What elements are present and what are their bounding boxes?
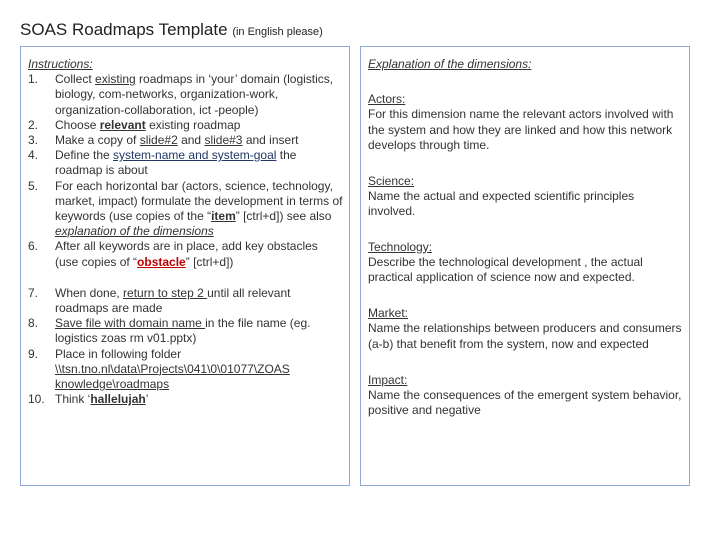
folder-path-link[interactable]: \\tsn.tno.nl\data\Projects\041\0\01077\ZOAS knowledge\roadmaps <box>55 361 290 392</box>
dimension-actors <box>368 92 683 153</box>
title-subtitle: (in English please) <box>232 26 323 38</box>
existing-text: existing <box>95 72 136 87</box>
explanation-link[interactable]: explanation of the dimensions <box>55 224 214 239</box>
instruction-item: 3. Make a copy of slide#2 and slide#3 and insert <box>28 133 299 148</box>
return-step2-link[interactable]: return to step 2 <box>123 285 208 300</box>
obstacle-text: obstacle <box>137 254 186 269</box>
instruction-item: 1. Collect existing roadmaps in ‘your’ domain (logistics, biology, com-networks, organization-work, organization-collaboration, ict -people) <box>28 72 334 117</box>
dimension-heading: Market: <box>368 306 409 321</box>
hallelujah-text: hallelujah <box>90 392 146 407</box>
slide3-link[interactable]: slide#3 <box>204 133 243 148</box>
dimension-science <box>368 174 683 220</box>
dimension-description: For this dimension name the relevant actors involved with the system and how they are linked and how this network develops through time. <box>368 107 674 152</box>
item-text: item <box>211 209 236 224</box>
dimension-heading: Technology: <box>368 239 433 254</box>
save-file-link[interactable]: Save file with domain name <box>55 316 206 331</box>
explanation-heading: Explanation of the dimensions: <box>368 57 532 71</box>
slide-title <box>20 20 323 40</box>
dimension-technology <box>368 240 683 286</box>
explanation-box <box>360 46 690 486</box>
instruction-item: 4. Define the system-name and system-goal the roadmap is about <box>28 148 297 178</box>
instruction-item: 5. For each horizontal bar (actors, science, technology, market, impact) formulate the development in terms of keywords (use copies of the “item” [ctrl+d]) see also explanation of the dimensions <box>28 178 343 239</box>
instructions-box <box>20 46 350 486</box>
dimension-description: Describe the technological development , the actual practical application of science now and expected. <box>368 254 643 285</box>
dimension-impact <box>368 373 683 419</box>
instructions-list <box>28 72 343 407</box>
system-name-link[interactable]: system-name and system-goal <box>113 148 277 163</box>
instruction-item: 6. After all keywords are in place, add key obstacles (use copies of “obstacle” [ctrl+d]) <box>28 239 318 269</box>
title-main: SOAS Roadmaps Template <box>20 20 228 39</box>
instruction-item: 2. Choose relevant existing roadmap <box>28 117 241 132</box>
instruction-item: 9. Place in following folder \\tsn.tno.nl\data\Projects\041\0\01077\ZOAS knowledge\roadmaps <box>28 346 290 392</box>
dimension-description: Name the relationships between producers and consumers (a-b) that benefit from the system, now and expected <box>368 321 682 351</box>
instructions-heading: Instructions: <box>28 57 93 71</box>
dimension-description: Name the consequences of the emergent system behavior, positive and negative <box>368 388 682 418</box>
dimension-market <box>368 306 683 352</box>
instruction-item: 8. Save file with domain name in the file name (eg. logistics zoas rm v01.pptx) <box>28 316 311 346</box>
instruction-item: 10. Think ‘hallelujah’ <box>28 392 149 407</box>
slide2-link[interactable]: slide#2 <box>139 133 178 148</box>
dimension-heading: Impact: <box>368 372 408 387</box>
relevant-text: relevant <box>99 117 146 132</box>
dimension-heading: Actors: <box>368 92 406 107</box>
dimension-heading: Science: <box>368 174 415 189</box>
dimension-description: Name the actual and expected scientific principles involved. <box>368 189 635 219</box>
instruction-item: 7. When done, return to step 2 until all relevant roadmaps are made <box>28 285 291 316</box>
